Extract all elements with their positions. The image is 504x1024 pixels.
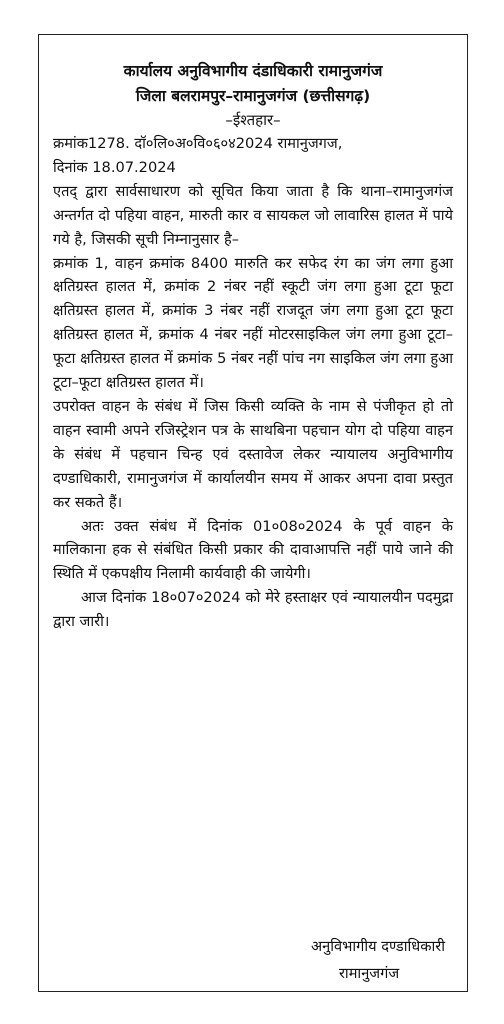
intro-paragraph: एतद् द्वारा सार्वसाधारण को सूचित किया जाता है कि थाना–रामानुजगंज अन्तर्गत दो पहिया वाहन, मारुती कार व सायकल जो लावारिस हालत में पाये गये है, जिसकी सूची निम्नानुसार है– xyxy=(53,182,453,248)
claim-paragraph: उपरोक्त वाहन के संबंध में जिस किसी व्यक्ति के नाम से पंजीकृत हो तो वाहन स्वामी अपने रजिस्ट्रेशन पत्र के साथ‍बिना पहचान योग दो पहिया वाहन के संबंध में पहचान चिन्ह एवं दस्तावेज लेकर न्यायालय अनुविभागीय दण्डाधिकारी, रामानुजगंज में कार्यालयीन समय में आकर अपना दावा प्रस्तुत कर सकते हैं। xyxy=(53,397,453,511)
notice-date: दिनांक 18.07.2024 xyxy=(53,158,176,176)
vehicle-list-paragraph: क्रमांक 1, वाहन क्रमांक 8400 मारुति कर सफेद रंग का जंग लगा हुआ क्षतिग्रस्त हालत में, क्रमांक 2 नंबर नहीं स्कूटी जंग लगा हुआ टूटा फूटा क्षतिग्रस्त हालत में, क्रमांक 3 नंबर नहीं राजदूत जंग लगा हुआ टूटा फूटा क्षतिग्रस्त हालत में, क्रमांक 4 नंबर नहीं मोटरसाइकिल जंग लगा हुआ टूटा–फूटा क्षतिग्रस्त हालत में क्रमांक 5 नंबर नहीं पांच नग साइकिल जंग लगा हुआ टूटा–फूटा क्षतिग्रस्त हालत में। xyxy=(53,254,453,392)
office-name-line-2: जिला बलरामपुर–रामानुजगंज (छत्तीसगढ़) xyxy=(135,87,371,105)
deadline-paragraph: अतः उक्त संबंध में दिनांक 01०08०2024 के पूर्व वाहन के मालिकाना हक से संबंधित किसी प्रकार की दावा‍आपत्ति नहीं पाये जाने की स्थिति में एकपक्षीय‍ निलामी कार्यवाही की जायेगी। xyxy=(53,517,453,583)
office-name-line-1: कार्यालय अनुविभागीय दंडाधिकारी रामानुजगंज xyxy=(123,62,383,80)
reference-number: क्रमांक1278. दॉ०लि०अ०वि०६०४2024 रामानुजगज, xyxy=(53,135,343,152)
public-notice xyxy=(38,34,468,992)
signature-block xyxy=(311,933,445,987)
signatory-place: रामानुजगंज xyxy=(338,965,400,982)
signatory-designation: अनुविभागीय दण्डाधिकारी xyxy=(310,938,445,955)
issue-paragraph: आज दिनांक 18०07०2024 को मेरे हस्ताक्षर एवं न्यायालयीन पदमुद्रा द्वारा जारी। xyxy=(53,589,453,631)
notice-title: –ईश्तहार– xyxy=(225,111,281,129)
